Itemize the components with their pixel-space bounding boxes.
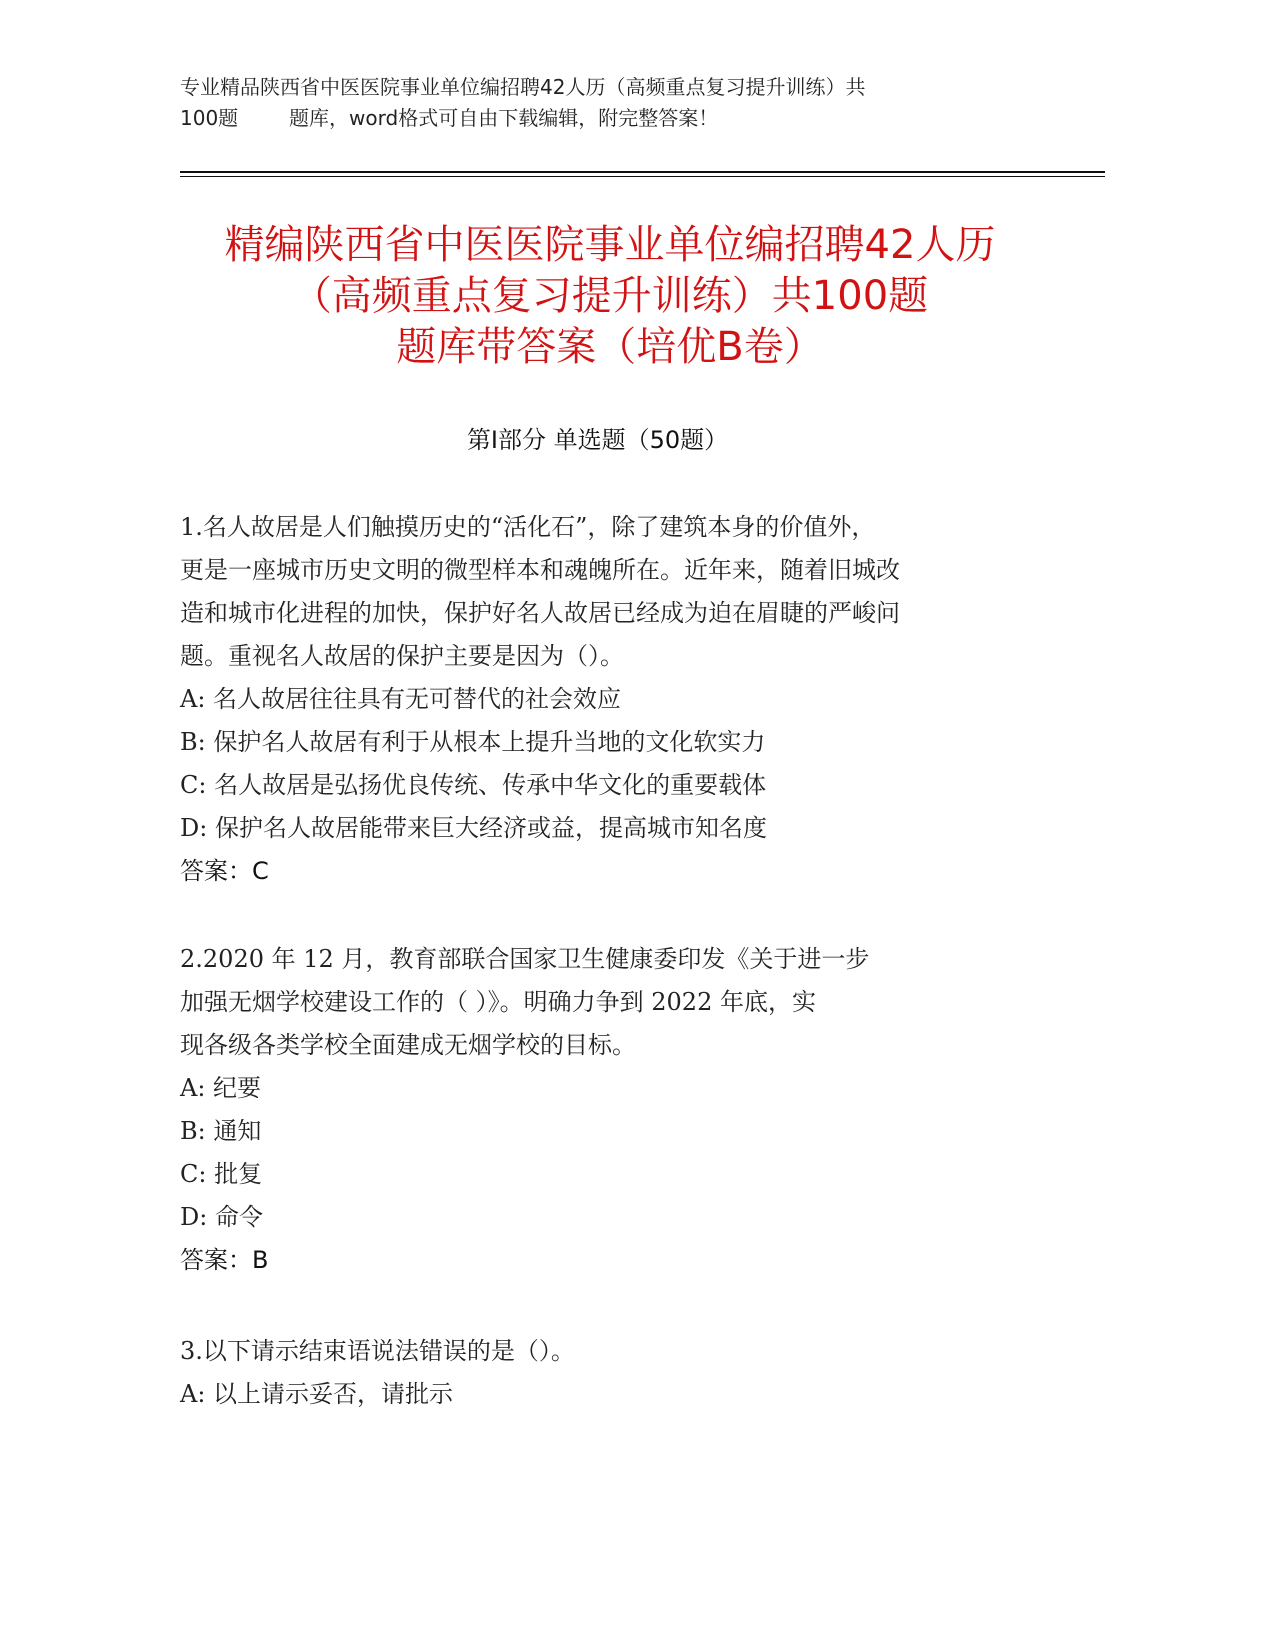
question-text-line: 更是一座城市历史文明的微型样本和魂魄所在。近年来，随着旧城改 (180, 556, 900, 584)
answer-label: 答案：C (180, 857, 269, 885)
option-b: B: 通知 (180, 1117, 262, 1145)
title-line-3: 题库带答案（培优B卷） (396, 324, 824, 370)
option-d: D: 命令 (180, 1203, 263, 1231)
title-line-2: （高频重点复习提升训练）共100题 (291, 273, 929, 319)
question-text-line: 现各级各类学校全面建成无烟学校的目标。 (180, 1031, 636, 1059)
question-text-line: 造和城市化进程的加快，保护好名人故居已经成为迫在眉睫的严峻问 (180, 599, 900, 627)
header-line-2: 100题 题库，word格式可自由下载编辑，附完整答案！ (180, 106, 719, 130)
question-1 (180, 506, 1030, 893)
section-heading: 第Ⅰ部分 单选题（50题） (466, 426, 729, 454)
question-2 (180, 938, 1030, 1282)
option-b: B: 保护名人故居有利于从根本上提升当地的文化软实力 (180, 728, 766, 756)
option-d: D: 保护名人故居能带来巨大经济或益，提高城市知名度 (180, 814, 767, 842)
title-line-1: 精编陕西省中医医院事业单位编招聘42人历 (224, 222, 996, 268)
header-divider-thin (180, 176, 1105, 177)
question-text-line: 加强无烟学校建设工作的（ ）》。明确力争到 2022 年底，实 (180, 988, 816, 1016)
question-text-line: 3.以下请示结束语说法错误的是（）。 (180, 1337, 575, 1365)
option-c: C: 批复 (180, 1160, 263, 1188)
option-c: C: 名人故居是弘扬优良传统、传承中华文化的重要载体 (180, 771, 767, 799)
question-3 (180, 1330, 1030, 1416)
question-text-line: 1.名人故居是人们触摸历史的“活化石”，除了建筑本身的价值外， (180, 513, 876, 541)
answer-label: 答案：B (180, 1246, 269, 1274)
page-header (180, 72, 1020, 134)
header-divider-thick (180, 171, 1105, 173)
document-title (160, 220, 1060, 373)
question-text-line: 题。重视名人故居的保护主要是因为（）。 (180, 642, 624, 670)
header-line-1: 专业精品陕西省中医医院事业单位编招聘42人历（高频重点复习提升训练）共 (180, 75, 866, 99)
option-a: A: 纪要 (180, 1074, 262, 1102)
option-a: A: 以上请示妥否，请批示 (180, 1380, 454, 1408)
question-text-line: 2.2020 年 12 月，教育部联合国家卫生健康委印发《关于进一步 (180, 945, 870, 973)
option-a: A: 名人故居往往具有无可替代的社会效应 (180, 685, 622, 713)
